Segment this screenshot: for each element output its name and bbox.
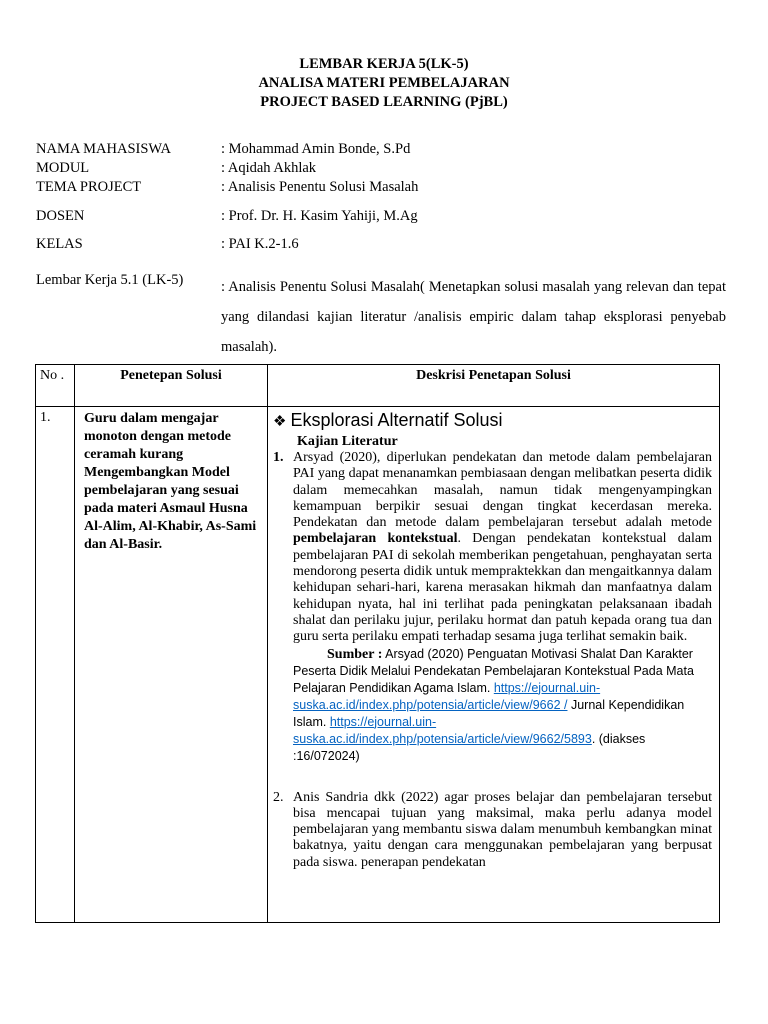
header-solution: Penetepan Solusi — [75, 365, 268, 407]
identity-label: NAMA MAHASISWA — [36, 141, 171, 157]
item-text: Arsyad (2020), diperlukan pendekatan dan metode dalam pembelajaran PAI yang dapat menanamkan pembiasaan dengan melibatkan peserta didik dalam memecahkan masalah, namun tidak mengenyampingkan kemampuan berpikir sesuai dengan tingkat kecerdasan mereka. Pendekatan dan metode dalam pembelajaran tersebut adalah metode — [293, 450, 712, 531]
source-end: . (diakses :16/072024) — [293, 731, 646, 763]
solution-cell — [75, 407, 268, 923]
item-text: Anis Sandria dkk (2022) agar proses belajar dan pembelajaran tersebut bisa mencapai tujuan yang maksimal, maka perlu adanya model pembelajaran yang membantu siswa dalam menumbuh kembangkan minat bakatnya, yaitu dengan cara menggunakan pembelajaran yang berpusat pada siswa. penerapan pendekatan — [293, 789, 712, 870]
worksheet-label: Lembar Kerja 5.1 (LK-5) — [36, 272, 184, 288]
source-author: Arsyad (2020) — [382, 646, 468, 661]
list-item — [273, 450, 712, 646]
source-link-1[interactable]: https://ejournal.uin-suska.ac.id/index.php/potensia/article/view/9662 / — [293, 680, 601, 712]
source-citation — [273, 646, 712, 765]
header-description: Deskrisi Penetapan Solusi — [268, 365, 720, 407]
solution-table — [35, 364, 720, 923]
table-row — [36, 407, 720, 923]
item-text-cont: . Dengan pendekatan kontekstual dalam pembelajaran PAI di sekolah memberikan pengetahuan, penghayatan serta mendorong peserta didik untuk mempraktekkan dan mengaitkannya dalam kehidupan sehari-hari, karena merasakan hikmah dan manfaatnya dalam kehidupan nyata, hal ini terlihat pada peningkatan pelaksanaan ibadah shalat dan perilaku jujur, perilaku hormat dan patuh kepada orang tua dan guru serta perilaku empati terhadap sesama juga terlihat semakin baik. — [293, 531, 712, 645]
document-title — [0, 55, 768, 112]
source-label: Sumber : — [327, 646, 383, 662]
source-link-2[interactable]: https://ejournal.uin-suska.ac.id/index.php/potensia/article/view/9662/5893 — [293, 714, 592, 746]
identity-value: : Aqidah Akhlak — [221, 160, 317, 176]
list-item — [273, 790, 712, 871]
title-line-1: LEMBAR KERJA 5(LK-5) — [299, 56, 469, 72]
identity-label: KELAS — [36, 236, 83, 252]
identity-value: : Analisis Penentu Solusi Masalah — [221, 179, 419, 195]
list-number: 2. — [273, 789, 284, 805]
identity-label: MODUL — [36, 160, 90, 176]
section-title-text: Eksplorasi Alternatif Solusi — [290, 410, 503, 430]
subheading: Kajian Literatur — [297, 434, 398, 449]
title-line-2: ANALISA MATERI PEMBELAJARAN — [258, 75, 510, 91]
identity-label: TEMA PROJECT — [36, 179, 142, 195]
source-mid: Jurnal Kependidikan Islam. — [293, 697, 685, 729]
diamond-bullet-icon: ❖ — [273, 413, 287, 430]
identity-label: DOSEN — [36, 208, 85, 224]
worksheet-description: : Analisis Penentu Solusi Masalah( Menetapkan solusi masalah yang relevan dan tepat yang dilandasi kajian literatur /analisis empiric dalam tahap eksplorasi penyebab masalah). — [221, 279, 726, 355]
source-text: Penguatan Motivasi Shalat Dan Karakter Peserta Didik Melalui Pendekatan Pembelajaran Kontekstual Pada Mata Pelajaran Pendidikan Agama Islam. — [293, 646, 694, 695]
description-content — [269, 408, 718, 921]
item-text-bold: pembelajaran kontekstual — [293, 531, 458, 547]
solution-text: Guru dalam mengajar monoton dengan metode ceramah kurang Mengembangkan Model pembelajaran yang sesuai pada materi Asmaul Husna Al-Alim, Al-Khabir, As-Sami dan Al-Basir. — [84, 411, 257, 552]
header-no: No . — [36, 365, 75, 407]
identity-value: : Mohammad Amin Bonde, S.Pd — [221, 141, 411, 157]
title-line-3: PROJECT BASED LEARNING (PjBL) — [260, 94, 508, 110]
identity-value: : PAI K.2-1.6 — [221, 236, 299, 252]
table-header-row — [36, 365, 720, 407]
list-number: 1. — [273, 450, 284, 465]
row-number: 1. — [36, 407, 75, 923]
description-cell — [268, 407, 720, 923]
identity-value: : Prof. Dr. H. Kasim Yahiji, M.Ag — [221, 208, 418, 224]
section-heading — [273, 408, 712, 434]
